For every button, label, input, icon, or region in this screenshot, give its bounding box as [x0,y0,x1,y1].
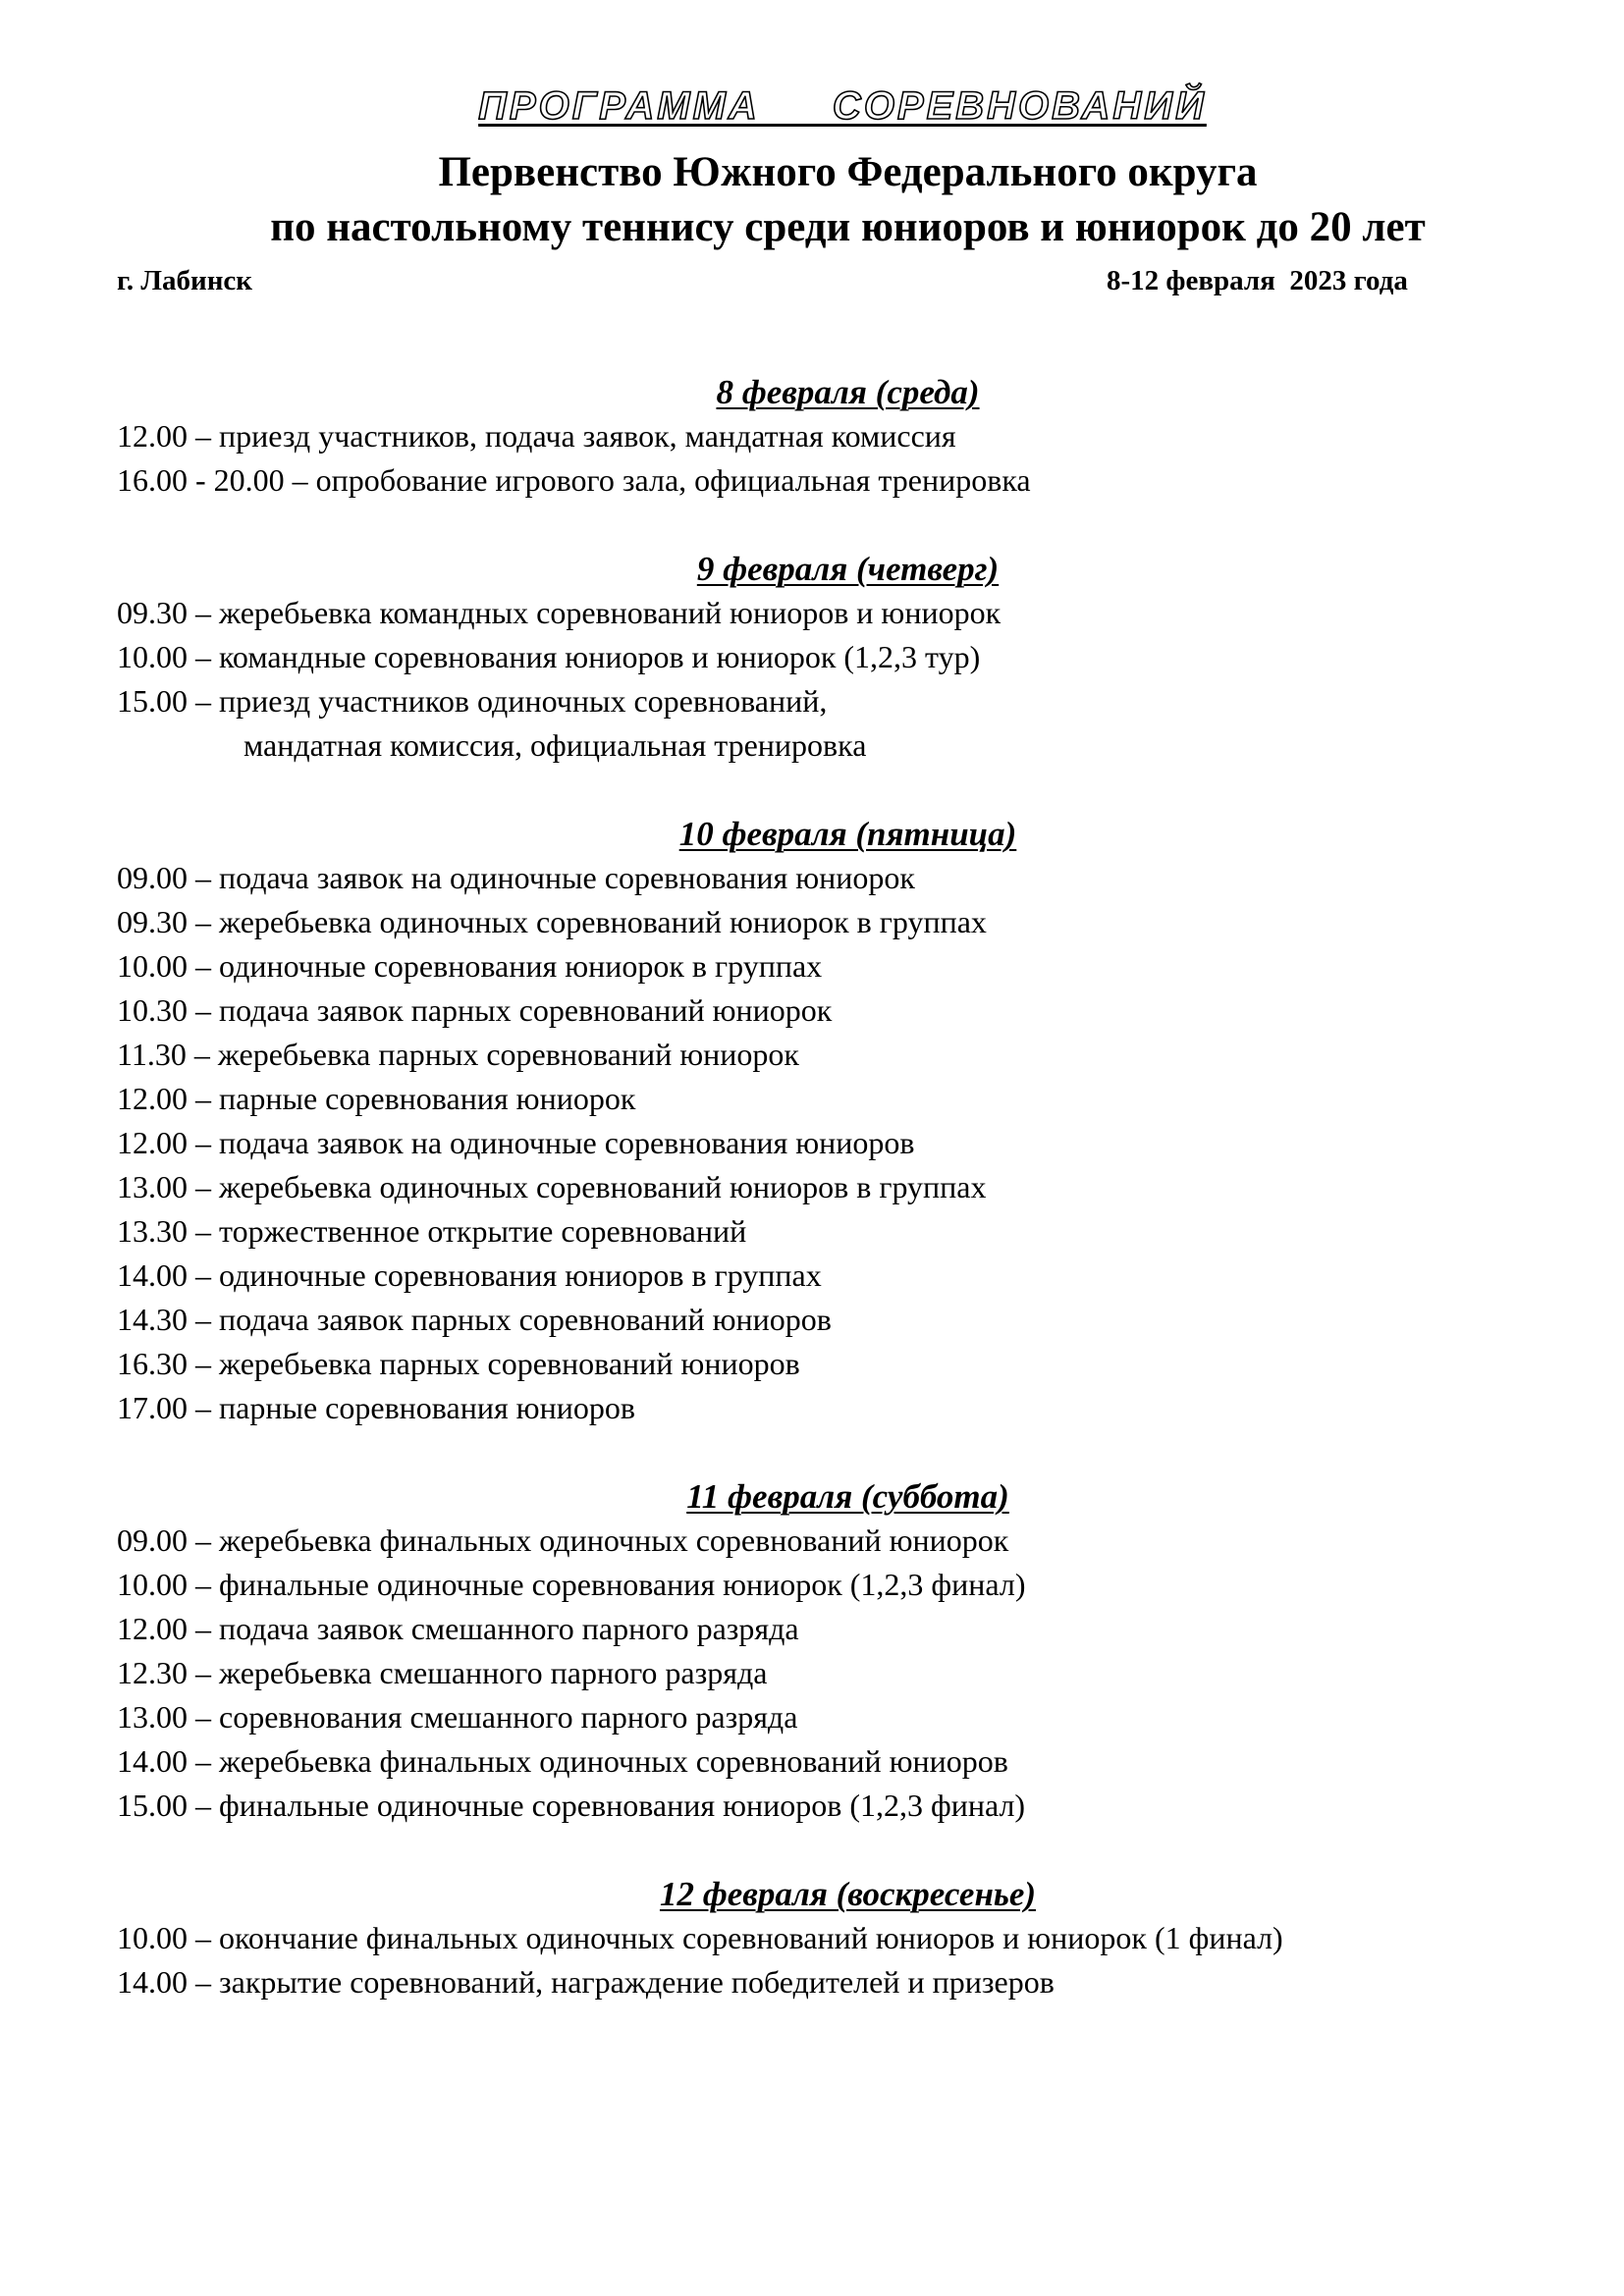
schedule-entry: 17.00 – парные соревнования юниоров [117,1390,635,1425]
championship-title-line-1: Первенство Южного Федерального округа [438,149,1258,195]
schedule-entry-continuation: мандатная комиссия, официальная тренировка [244,727,867,763]
day-heading: 9 февраля (четверг) [696,550,1000,588]
schedule-entry: 16.30 – жеребьевка парных соревнований юниоров [117,1346,800,1381]
program-title: ПРОГРАММА СОРЕВНОВАНИЙ [478,84,1207,128]
schedule-entry: 10.00 – командные соревнования юниоров и юниорок (1,2,3 тур) [117,639,981,674]
championship-title-line-2: по настольному теннису среди юниоров и юниорок до 20 лет [270,204,1426,250]
schedule-entry: 13.00 – жеребьевка одиночных соревнований юниоров в группах [117,1169,987,1204]
schedule-entry: 09.00 – подача заявок на одиночные соревнования юниорок [117,860,915,895]
schedule-entry: 15.00 – финальные одиночные соревнования юниоров (1,2,3 финал) [117,1788,1026,1823]
day-feb-8 [0,371,1624,503]
day-feb-11 [0,1475,1624,1828]
schedule-entry: 10.00 – окончание финальных одиночных соревнований юниоров и юниорок (1 финал) [117,1920,1283,1955]
event-dates: 8-12 февраля 2023 года [1107,265,1408,296]
schedule-entry: 12.00 – подача заявок на одиночные соревнования юниоров [117,1125,915,1160]
day-heading: 12 февраля (воскресенье) [659,1875,1037,1913]
day-feb-9 [0,548,1624,768]
schedule-entry: 11.30 – жеребьевка парных соревнований юниорок [117,1037,799,1072]
schedule-entry: 14.00 – закрытие соревнований, награждение победителей и призеров [117,1964,1055,2000]
schedule-entry: 12.00 – приезд участников, подача заявок, мандатная комиссия [117,418,956,454]
schedule-entry: 13.30 – торжественное открытие соревнований [117,1213,747,1249]
schedule-entry: 10.00 – одиночные соревнования юниорок в группах [117,948,823,984]
day-heading: 10 февраля (пятница) [678,815,1017,853]
schedule-entry: 12.00 – парные соревнования юниорок [117,1081,636,1116]
schedule-entry: 12.30 – жеребьевка смешанного парного разряда [117,1655,768,1690]
schedule-entry: 10.00 – финальные одиночные соревнования юниорок (1,2,3 финал) [117,1567,1026,1602]
schedule-entry: 16.00 - 20.00 – опробование игрового зала, официальная тренировка [117,462,1031,498]
schedule-entry: 13.00 – соревнования смешанного парного разряда [117,1699,798,1735]
schedule-entry: 14.00 – одиночные соревнования юниоров в группах [117,1257,822,1293]
day-heading: 8 февраля (среда) [716,373,980,411]
schedule-entry: 14.00 – жеребьевка финальных одиночных соревнований юниоров [117,1743,1008,1779]
day-feb-12 [0,1873,1624,2004]
day-heading: 11 февраля (суббота) [686,1477,1009,1516]
schedule-entry: 09.30 – жеребьевка одиночных соревнований юниорок в группах [117,904,987,939]
event-location: г. Лабинск [117,265,253,296]
schedule-entry: 09.30 – жеребьевка командных соревнований юниоров и юниорок [117,595,1001,630]
schedule-entry: 09.00 – жеребьевка финальных одиночных соревнований юниорок [117,1522,1009,1558]
schedule-entry: 12.00 – подача заявок смешанного парного разряда [117,1611,799,1646]
schedule-entry: 14.30 – подача заявок парных соревнований юниоров [117,1302,832,1337]
schedule-entry: 10.30 – подача заявок парных соревнований юниорок [117,992,833,1028]
schedule [0,371,1624,2050]
schedule-entry: 15.00 – приезд участников одиночных соревнований, [117,683,828,719]
day-feb-10 [0,813,1624,1430]
